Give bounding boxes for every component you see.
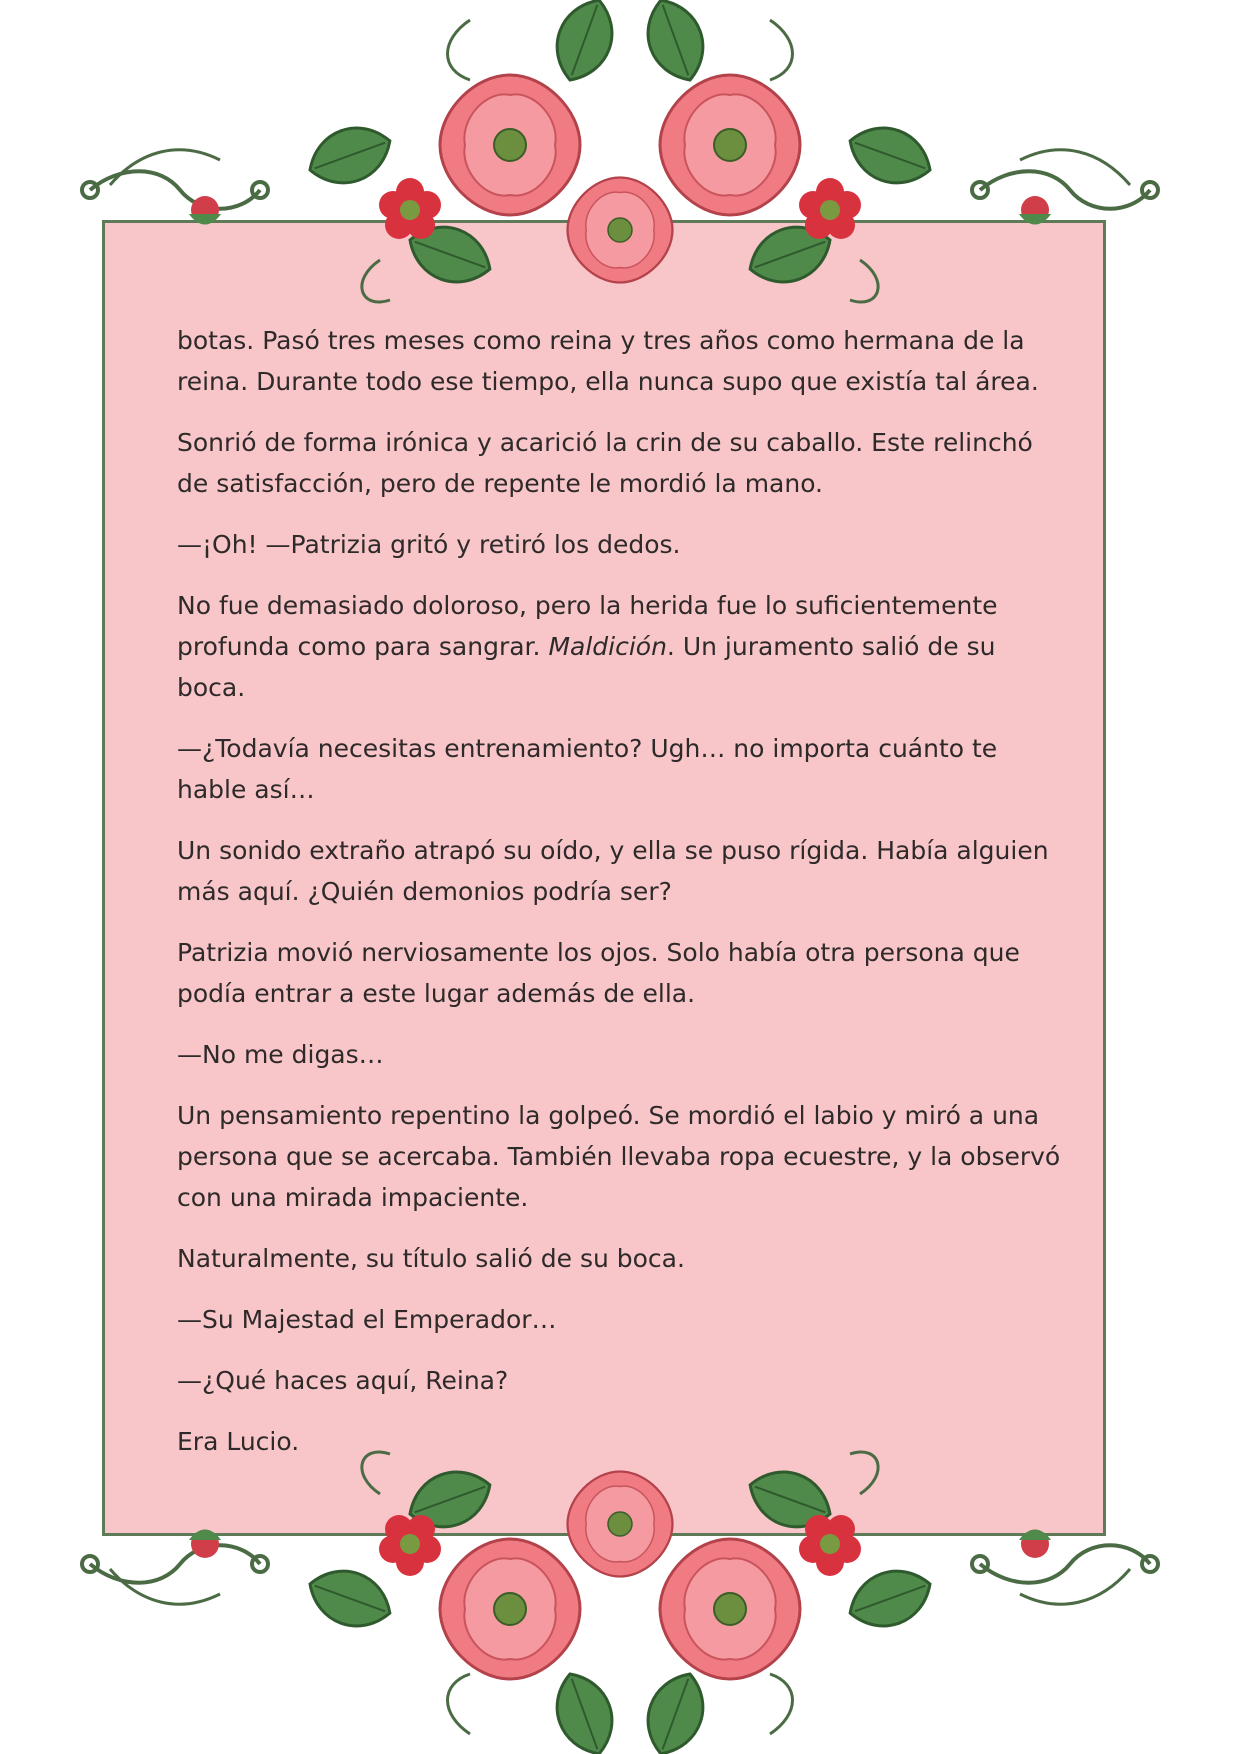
paragraph-4-after: . Un juramento salió de su boca. (177, 632, 996, 702)
paragraph-9: Un pensamiento repentino la golpeó. Se mordió el labio y miró a una persona que se acercaba. También llevaba ropa ecuestre, y la observó con una mirada impaciente. (177, 1101, 1061, 1212)
paragraph-5: —¿Todavía necesitas entrenamiento? Ugh… no importa cuánto te hable así… (177, 734, 998, 804)
paragraph-12: —¿Qué haces aquí, Reina? (177, 1366, 509, 1395)
paragraph-3: —¡Oh! —Patrizia gritó y retiró los dedos. (177, 530, 681, 559)
paragraph-2: Sonrió de forma irónica y acarició la crin de su caballo. Este relinchó de satisfacción, pero de repente le mordió la mano. (177, 428, 1033, 498)
paragraph-4-before: No fue demasiado doloroso, pero la herida fue lo suficientemente profunda como para sangrar. (177, 591, 998, 661)
paragraph-7: Patrizia movió nerviosamente los ojos. Solo había otra persona que podía entrar a este lugar además de ella. (177, 938, 1020, 1008)
paragraph-1: botas. Pasó tres meses como reina y tres años como hermana de la reina. Durante todo ese tiempo, ella nunca supo que existía tal área. (177, 326, 1039, 396)
story-text (177, 320, 1067, 1482)
paragraph-13: Era Lucio. (177, 1427, 300, 1456)
floral-ornament-top (50, 0, 1190, 330)
paragraph-4-emphasis: Maldición (548, 632, 667, 661)
paragraph-11: —Su Majestad el Emperador… (177, 1305, 557, 1334)
paragraph-8: —No me digas… (177, 1040, 384, 1069)
paragraph-4 (177, 585, 1067, 708)
paragraph-6: Un sonido extraño atrapó su oído, y ella se puso rígida. Había alguien más aquí. ¿Quién demonios podría ser? (177, 836, 1049, 906)
paragraph-10: Naturalmente, su título salió de su boca. (177, 1244, 685, 1273)
